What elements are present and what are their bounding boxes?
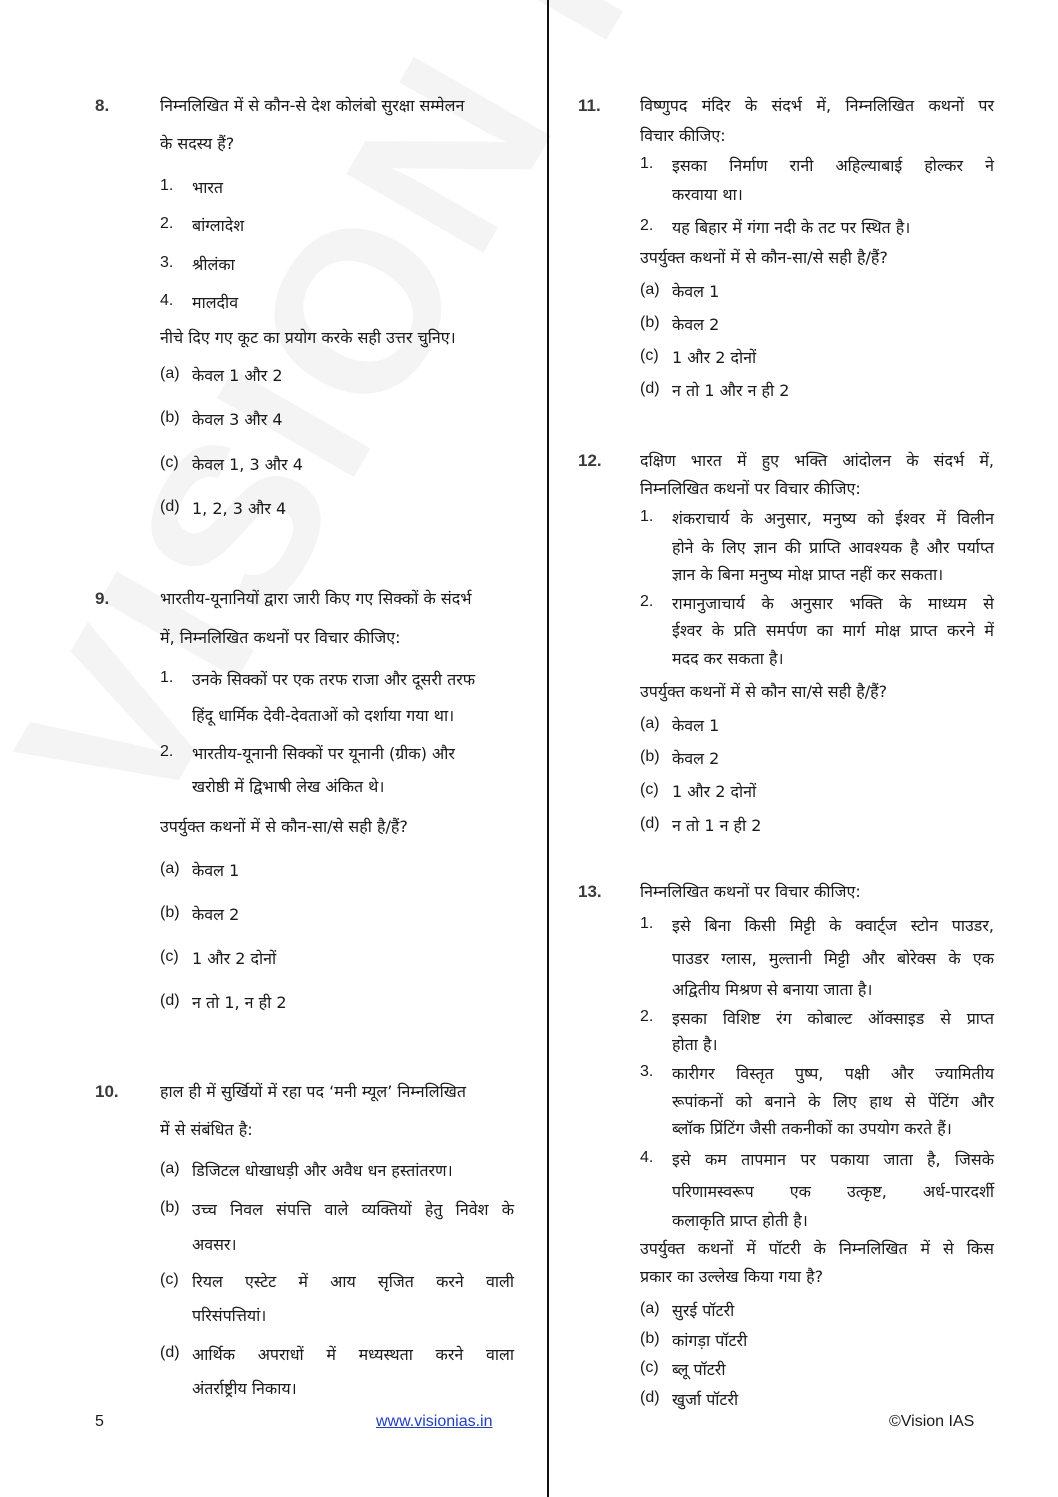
question-prompt: उपर्युक्त कथनों में पॉटरी के निम्नलिखित में से किस [640,1239,994,1258]
question-stem: दक्षिण भारत में हुए भक्ति आंदोलन के संदर्भ में, [640,451,994,470]
statement-number: 1. [160,669,174,686]
watermark [0,0,695,859]
question-stem: निम्नलिखित में से कौन-से देश कोलंबो सुरक्षा सम्मेलन [160,96,465,115]
question-stem: हाल ही में सुर्खियों में रहा पद ‘मनी म्यूल’ निम्नलिखित [160,1082,467,1101]
question-number: 9. [95,589,110,608]
copyright-text: ©Vision IAS [889,1413,975,1430]
option-label: (c) [640,1359,659,1376]
option-text: खुर्जा पॉटरी [672,1390,739,1409]
statement-number: 2. [640,217,654,234]
question-number: 8. [95,96,110,115]
statement-text: यह बिहार में गंगा नदी के तट पर स्थित है। [672,218,911,237]
option-text: केवल 1 [192,861,240,880]
option-label: (a) [160,365,180,382]
option-label: (d) [640,1389,660,1406]
website-link[interactable]: www.visionias.in [376,1413,493,1430]
option-label: (d) [160,1344,180,1361]
option-label: (c) [160,454,179,471]
statement-text: खरोष्ठी में द्विभाषी लेख अंकित थे। [192,777,385,796]
option-text: केवल 2 [672,315,720,334]
statement-number: 3. [640,1063,654,1080]
option-label: (a) [640,281,660,298]
item-number: 4. [160,292,174,309]
item-number: 3. [160,254,174,271]
statement-text: रूपांकनों को बनाने के लिए हाथ से पेंटिंग और [672,1092,994,1111]
option-label: (d) [640,815,660,832]
question-stem: के सदस्य हैं? [160,134,235,153]
statement-text: होता है। [672,1035,718,1054]
question-stem: विष्णुपद मंदिर के संदर्भ में, निम्नलिखित कथनों पर [640,96,994,115]
option-label: (c) [640,781,659,798]
statement-number: 2. [640,593,654,610]
option-text: न तो 1, न ही 2 [192,993,287,1012]
list-item: श्रीलंका [192,255,235,274]
option-label: (a) [640,715,660,732]
question-stem: भारतीय-यूनानियों द्वारा जारी किए गए सिक्कों के संदर्भ [160,589,472,608]
option-label: (b) [160,1199,180,1216]
option-text: रियल एस्टेट में आय सृजित करने वाली [192,1272,514,1291]
statement-text: शंकराचार्य के अनुसार, मनुष्य को ईश्वर में विलीन [672,509,994,528]
option-text: केवल 1 [672,282,720,301]
option-text: अवसर। [192,1235,237,1254]
question-prompt: उपर्युक्त कथनों में से कौन सा/से सही है/हैं? [640,682,888,701]
statement-number: 2. [640,1008,654,1025]
option-label: (d) [640,380,660,397]
statement-number: 2. [160,743,174,760]
statement-text: परिणामस्वरूप एक उत्कृष्ट, अर्ध-पारदर्शी [672,1182,994,1201]
option-label: (c) [160,1271,179,1288]
question-stem: में से संबंधित है: [160,1120,253,1139]
option-label: (a) [640,1300,660,1317]
option-label: (c) [160,948,179,965]
statement-text: हिंदू धार्मिक देवी-देवताओं को दर्शाया गया था। [192,706,455,725]
statement-text: इसे कम तापमान पर पकाया जाता है, जिसके [672,1150,994,1169]
option-label: (a) [160,1160,180,1177]
option-label: (c) [640,347,659,364]
statement-text: कारीगर विस्तृत पुष्प, पक्षी और ज्यामितीय [672,1064,994,1083]
option-text: परिसंपत्तियां। [192,1306,267,1325]
statement-text: कलाकृति प्राप्त होती है। [672,1211,808,1230]
question-stem: विचार कीजिए: [640,126,726,145]
statement-text: इसका निर्माण रानी अहिल्याबाई होल्कर ने [672,156,994,175]
statement-number: 1. [640,155,654,172]
option-label: (b) [160,409,180,426]
statement-text: इसे बिना किसी मिट्टी के क्वार्ट्ज स्टोन पाउडर, [672,916,994,935]
list-item: मालदीव [192,293,239,312]
option-text: केवल 1 [672,716,720,735]
list-item: बांग्लादेश [192,216,245,235]
option-label: (a) [160,860,180,877]
question-number: 11. [578,96,601,115]
statement-number: 1. [640,508,654,525]
option-text: केवल 2 [672,749,720,768]
option-text: केवल 1, 3 और 4 [192,455,303,474]
option-label: (b) [640,748,660,765]
option-label: (d) [160,992,180,1009]
item-number: 1. [160,177,174,194]
question-prompt: उपर्युक्त कथनों में से कौन-सा/से सही है/हैं? [160,817,408,836]
item-number: 2. [160,215,174,232]
question-stem: निम्नलिखित कथनों पर विचार कीजिए: [640,882,861,901]
statement-number: 4. [640,1149,654,1166]
instruction-text: नीचे दिए गए कूट का प्रयोग करके सही उत्तर चुनिए। [160,328,456,347]
option-label: (b) [640,1330,660,1347]
option-text: न तो 1 न ही 2 [672,816,762,835]
question-number: 12. [578,451,602,470]
question-prompt: उपर्युक्त कथनों में से कौन-सा/से सही है/हैं? [640,248,888,267]
statement-text: करवाया था। [672,185,743,204]
option-text: केवल 1 और 2 [192,366,283,385]
statement-text: होने के लिए ज्ञान की प्राप्ति आवश्यक है और पर्याप्त [672,538,994,557]
option-text: 1 और 2 दोनों [192,949,277,968]
option-text: कांगड़ा पॉटरी [672,1331,748,1350]
question-number: 13. [578,882,602,901]
option-text: उच्च निवल संपत्ति वाले व्यक्तियों हेतु निवेश के [192,1200,514,1219]
option-text: ब्लू पॉटरी [672,1360,726,1379]
statement-number: 1. [640,915,654,932]
statement-text: रामानुजाचार्य के अनुसार भक्ति के माध्यम से [672,594,994,613]
option-text: 1 और 2 दोनों [672,348,757,367]
statement-text: इसका विशिष्ट रंग कोबाल्ट ऑक्साइड से प्राप्त [672,1009,994,1028]
question-stem: में, निम्नलिखित कथनों पर विचार कीजिए: [160,628,401,647]
question-number: 10. [95,1082,119,1101]
option-text: 1 और 2 दोनों [672,782,757,801]
statement-text: अद्वितीय मिश्रण से बनाया जाता है। [672,980,873,999]
statement-text: मदद कर सकता है। [672,649,784,668]
option-text: सुरई पॉटरी [672,1301,735,1320]
statement-text: भारतीय-यूनानी सिक्कों पर यूनानी (ग्रीक) और [192,744,455,763]
option-text: 1, 2, 3 और 4 [192,499,287,518]
option-label: (b) [160,904,180,921]
statement-text: ज्ञान के बिना मनुष्य मोक्ष प्राप्त नहीं कर सकता। [672,565,944,584]
option-text: डिजिटल धोखाधड़ी और अवैध धन हस्तांतरण। [192,1161,453,1180]
option-text: न तो 1 और न ही 2 [672,381,790,400]
page-number: 5 [95,1413,104,1430]
option-label: (b) [640,314,660,331]
statement-text: उनके सिक्कों पर एक तरफ राजा और दूसरी तरफ [192,670,476,689]
statement-text: ब्लॉक प्रिंटिंग जैसी तकनीकों का उपयोग करते हैं। [672,1119,952,1138]
list-item: भारत [192,178,224,197]
question-stem: निम्नलिखित कथनों पर विचार कीजिए: [640,479,861,498]
option-text: अंतर्राष्ट्रीय निकाय। [192,1379,297,1398]
question-prompt: प्रकार का उल्लेख किया गया है? [640,1267,824,1286]
option-text: आर्थिक अपराधों में मध्यस्थता करने वाला [192,1345,514,1364]
column-divider [547,0,549,1497]
option-text: केवल 2 [192,905,240,924]
option-text: केवल 3 और 4 [192,410,283,429]
option-label: (d) [160,498,180,515]
statement-text: ईश्वर के प्रति समर्पण का मार्ग मोक्ष प्राप्त करने में [672,621,994,640]
statement-text: पाउडर ग्लास, मुल्तानी मिट्टी और बोरेक्स के एक [672,949,994,968]
